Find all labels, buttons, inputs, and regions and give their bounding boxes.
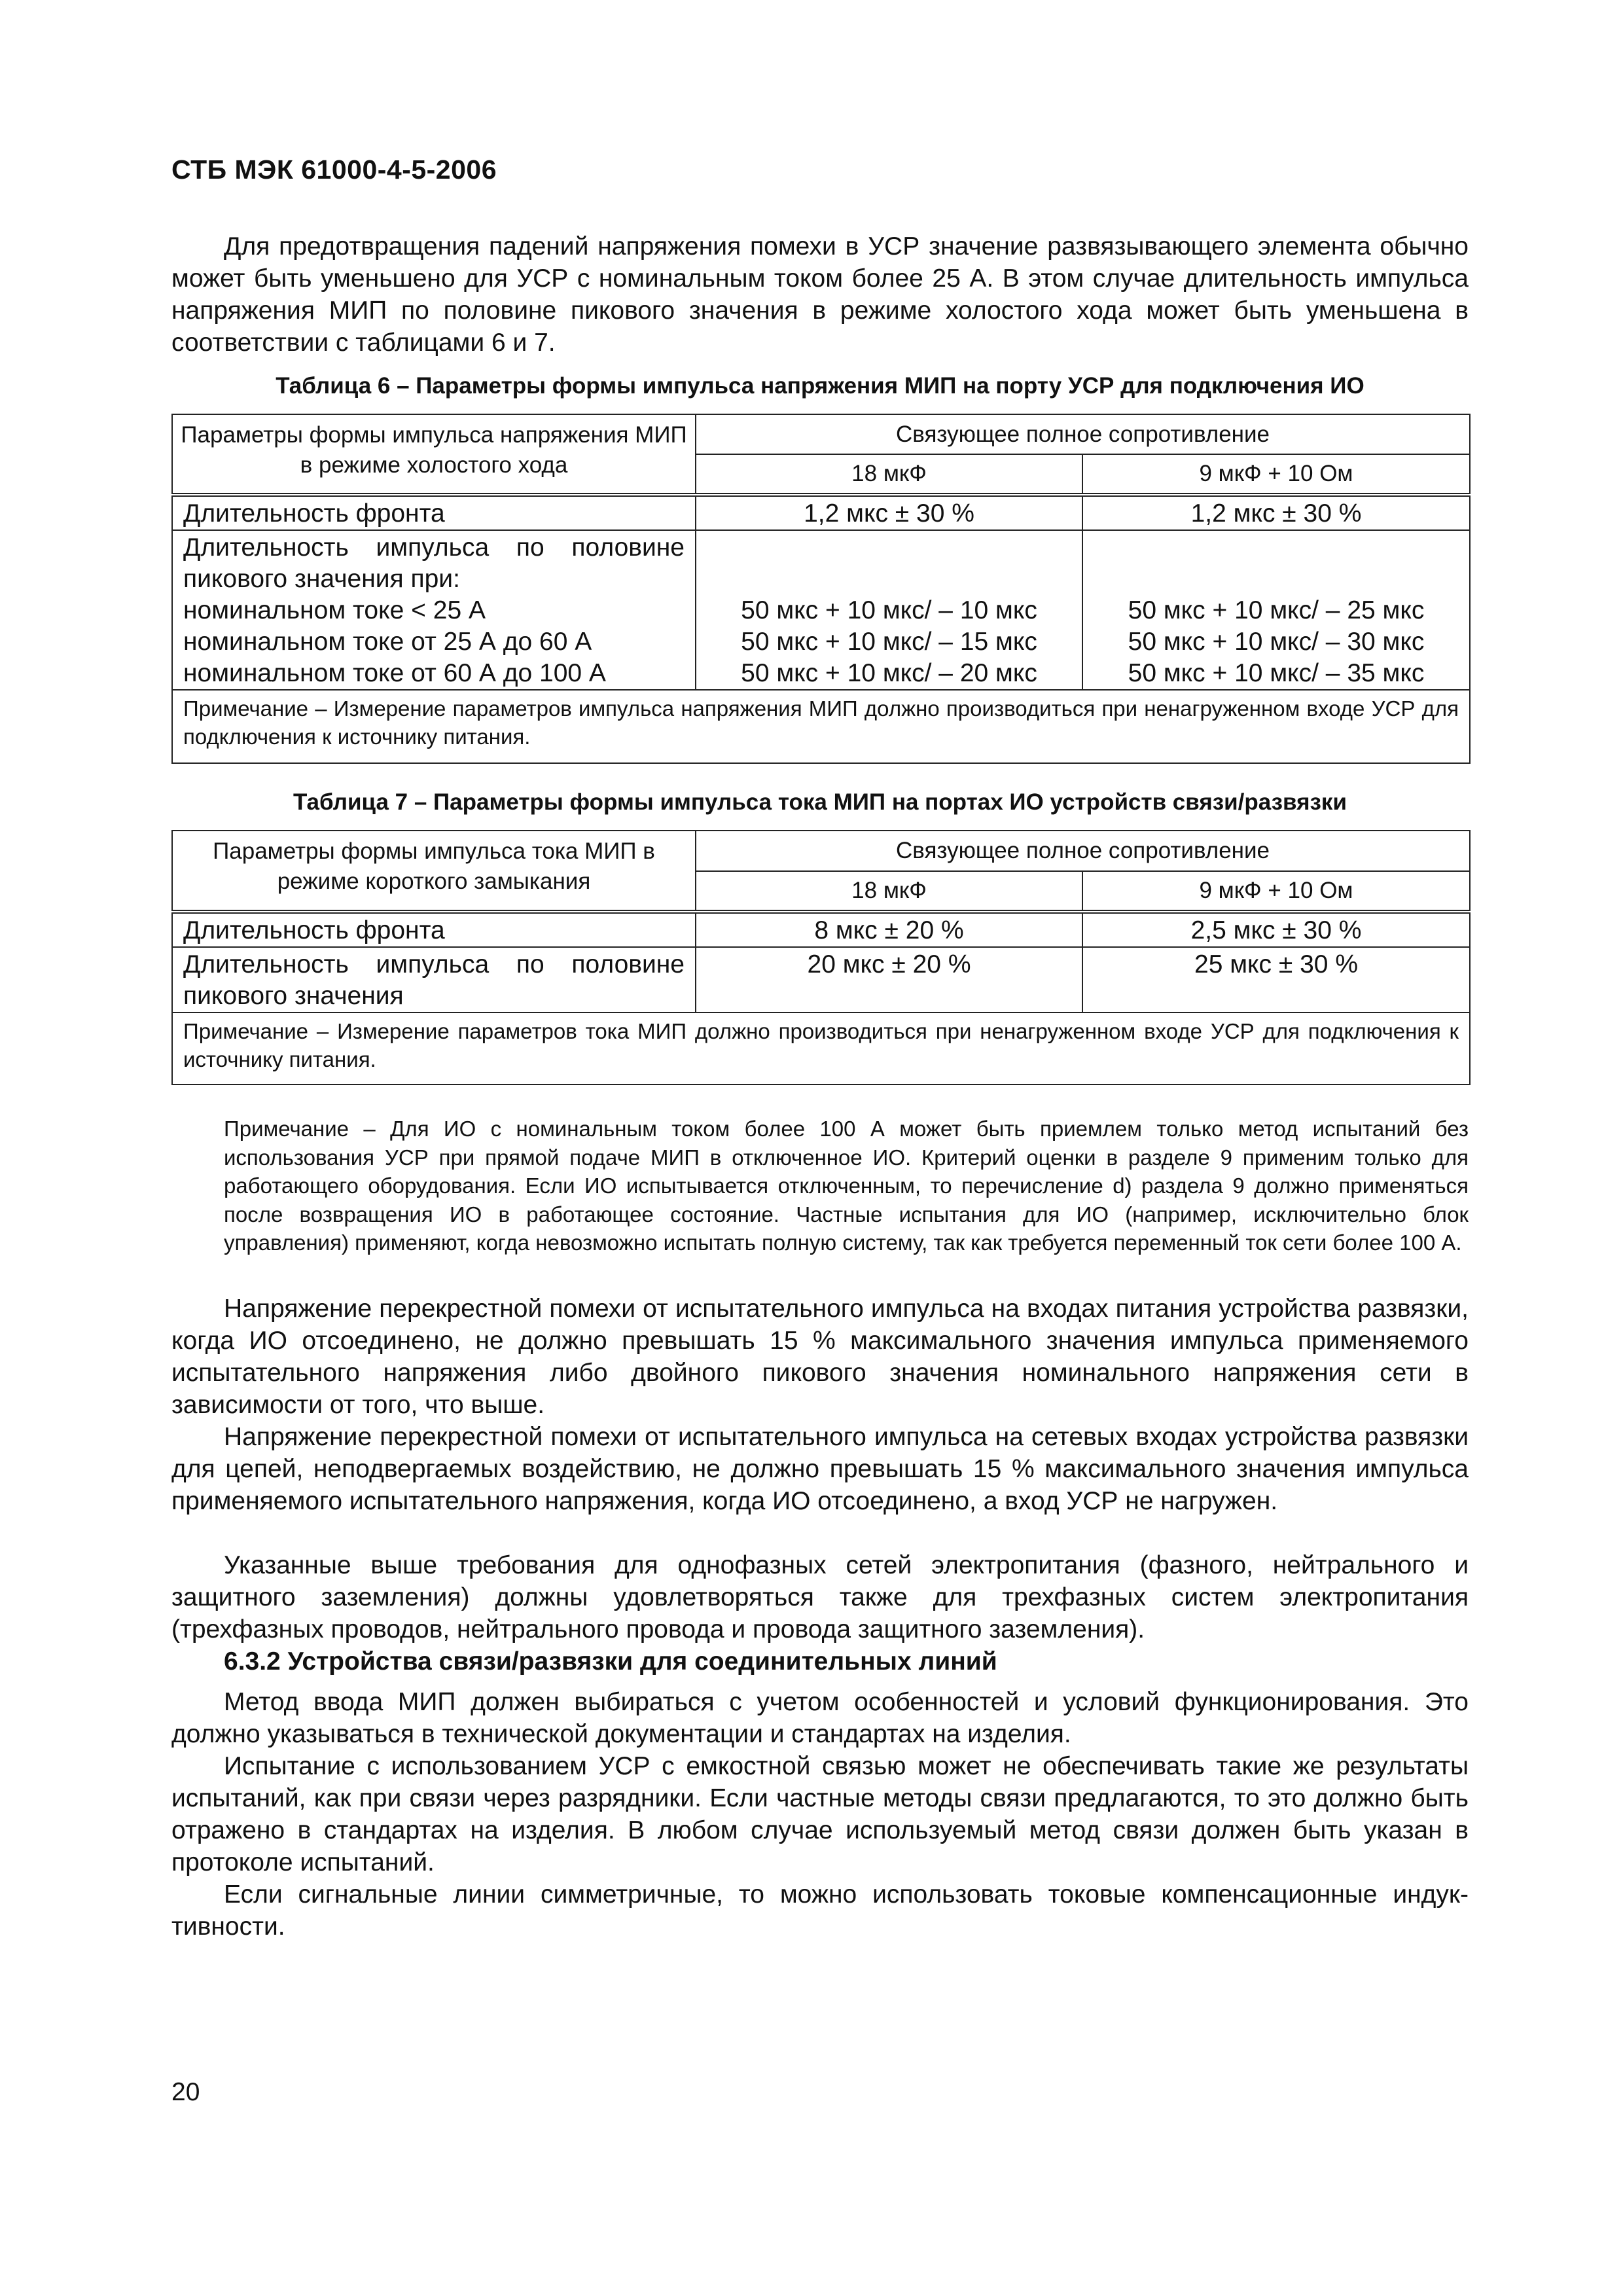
table7-row-front-v2: 2,5 мкс ± 30 % [1082,912,1470,947]
table6 [171,414,1471,764]
table7-col-9uF-10ohm: 9 мкФ + 10 Ом [1082,871,1470,912]
table7-caption: Таблица 7 – Параметры формы импульса тока МИП на портах ИО устройств связи/развязки [293,789,1347,815]
table7-row-duration-label [172,947,696,1013]
paragraph-three-phase: Указанные выше требования для однофазных сетей электропитания (фазного, нейтрального и защитного заземления) должны удовлетворяться также для трехфазных систем электропитания (трехфазных проводов, нейтрального провода и провода защитного заземления). [171,1551,1469,1643]
paragraph-method: Метод ввода МИП должен выбираться с учетом особенностей и условий функционирования. Это должно указываться в технической документации и стандартах на изделия. [171,1688,1469,1748]
table7-header-group: Связующее полное сопротивление [696,831,1470,871]
label-line: Длительность импульса по половине [183,950,685,978]
value-line: 50 мкс + 10 мкс/ – 25 мкс [1128,596,1425,624]
paragraph-capacitive: Испытание с использованием УСР с емкостной связью может не обеспечивать такие же результаты испытаний, как при связи через разрядники. Если частные методы связи предлагаются, то это должно быть отражено в стандартах на изделия. В любом случае используемый метод связи должен быть указан в протоколе испытаний. [171,1752,1469,1876]
table6-row-front-v1: 1,2 мкс ± 30 % [696,495,1082,530]
table7-row-duration-v1: 20 мкс ± 20 % [696,947,1082,1013]
table7-row-duration-v2: 25 мкс ± 30 % [1082,947,1470,1013]
label-line: номинальном токе от 25 А до 60 А [183,628,592,656]
label-line: пикового значения [183,982,404,1010]
table6-row-front-v2: 1,2 мкс ± 30 % [1082,495,1470,530]
table6-col-9uF-10ohm: 9 мкФ + 10 Ом [1082,454,1470,495]
section-heading: 6.3.2 Устройства связи/развязки для соединительных линий [224,1647,997,1676]
intro-paragraph: Для предотвращения падений напряжения помехи в УСР значение развязывающего элемента обычно может быть уменьшено для УСР с номинальным током более 25 А. В этом случае длительность импульса напряжения МИП по половине пикового значения в режиме холостого хода может быть уменьшена в соответствии с таблицами 6 и 7. [171,232,1469,357]
table7 [171,830,1471,1085]
table6-row-duration-label [172,530,696,690]
value-line: 50 мкс + 10 мкс/ – 30 мкс [1128,628,1425,656]
paragraph-crosstalk-power: Напряжение перекрестной помехи от испытательного импульса на входах питания устройства развязки, когда ИО отсоединено, не должно превышать 15 % максимального значения импульса применяемого испытательного напряжения либо двойного пикового значения номинального напряжения сети в зависимости от того, что выше. [171,1295,1469,1419]
label-line: номинальном токе от 60 А до 100 А [183,659,606,687]
document-header: СТБ МЭК 61000-4-5-2006 [171,154,497,185]
table6-note: Примечание – Измерение параметров импульса напряжения МИП должно производиться при ненагруженном входе УСР для подключения к источнику питания. [172,690,1470,763]
label-line: Длительность импульса по половине [183,533,685,562]
table7-note: Примечание – Измерение параметров тока МИП должно производиться при ненагруженном входе УСР для подключения к источнику питания. [172,1013,1470,1085]
table7-header-param: Параметры формы импульса тока МИП в режиме короткого замыкания [172,831,696,912]
label-line: номинальном токе < 25 А [183,596,486,624]
value-line: 50 мкс + 10 мкс/ – 20 мкс [741,659,1037,687]
table6-header-group: Связующее полное сопротивление [696,414,1470,454]
value-line: 50 мкс + 10 мкс/ – 10 мкс [741,596,1037,624]
table6-row-duration-v2 [1082,530,1470,690]
paragraph-symmetric: Если сигнальные линии симметричные, то можно использовать токовые компенсационные индуктивности. [171,1880,1469,1941]
table6-row-duration-v1 [696,530,1082,690]
table6-col-18uF: 18 мкФ [696,454,1082,495]
value-line: 50 мкс + 10 мкс/ – 15 мкс [741,628,1037,656]
paragraph-crosstalk-mains: Напряжение перекрестной помехи от испытательного импульса на сетевых входах устройства развязки для цепей, неподвергаемых воздействию, не должно превышать 15 % максимального значения импульса применяемого испытательного напряжения, когда ИО отсоединено, а вход УСР не нагружен. [171,1423,1469,1515]
general-note: Примечание – Для ИО с номинальным током более 100 А может быть приемлем только метод испытаний без использования УСР при прямой подаче МИП в отключенное ИО. Критерий оценки в разделе 9 применим только для работающего оборудования. Если ИО испытывается отключенным, то перечисление d) раздела 9 должно применяться после возвращения ИО в работающее состояние. Частные испытания для ИО (например, исключительно блок управления) применяют, когда невозможно испытать полную систему, так как требуется переменный ток сети более 100 А. [224,1117,1469,1255]
table6-caption: Таблица 6 – Параметры формы импульса напряжения МИП на порту УСР для подключения ИО [276,373,1364,399]
value-line: 50 мкс + 10 мкс/ – 35 мкс [1128,659,1425,687]
table7-row-front-v1: 8 мкс ± 20 % [696,912,1082,947]
table7-col-18uF: 18 мкФ [696,871,1082,912]
page-number: 20 [171,2078,200,2106]
table6-header-param: Параметры формы импульса напряжения МИП в режиме холостого хода [172,414,696,495]
label-line: пикового значения при: [183,565,460,593]
table6-row-front-label: Длительность фронта [172,495,696,530]
table7-row-front-label: Длительность фронта [172,912,696,947]
